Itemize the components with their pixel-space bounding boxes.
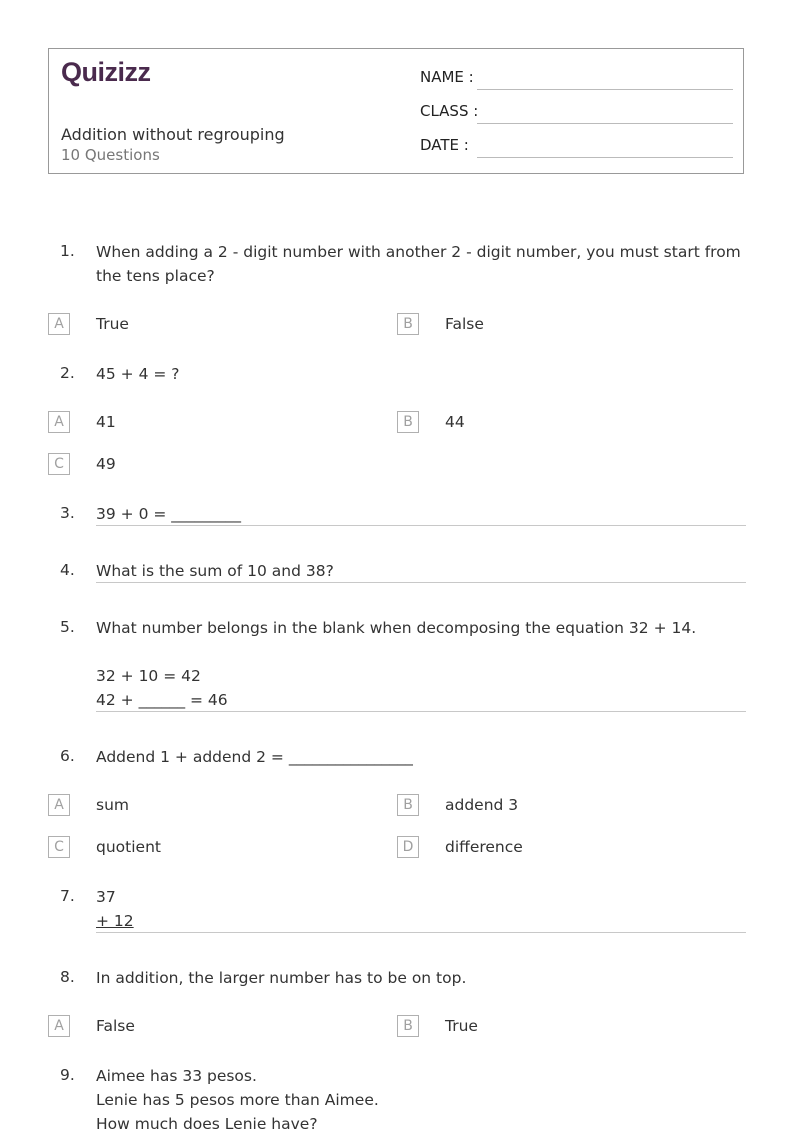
question-number: 4. — [60, 561, 75, 579]
question-text: Addend 1 + addend 2 = ________________ — [96, 748, 413, 766]
worksheet-title: Addition without regrouping — [61, 125, 285, 144]
date-field[interactable] — [477, 157, 733, 158]
question-text: 39 + 0 = _________ — [96, 505, 242, 523]
option-text: quotient — [96, 838, 161, 856]
answer-line[interactable] — [96, 582, 746, 583]
quizizz-logo: Quizizz — [61, 57, 151, 87]
question-line: Lenie has 5 pesos more than Aimee. — [96, 1091, 379, 1109]
date-label: DATE : — [420, 136, 469, 154]
option-text: 44 — [445, 413, 465, 431]
question-number: 5. — [60, 618, 75, 636]
question-line: 37 — [96, 888, 116, 906]
question-number: 3. — [60, 504, 75, 522]
option-text: addend 3 — [445, 796, 519, 814]
option-text: 41 — [96, 413, 116, 431]
option-box-a[interactable]: A — [48, 313, 70, 335]
option-box-a[interactable]: A — [48, 794, 70, 816]
name-field[interactable] — [477, 89, 733, 90]
option-box-b[interactable]: B — [397, 411, 419, 433]
class-field[interactable] — [477, 123, 733, 124]
question-number: 2. — [60, 364, 75, 382]
option-text: True — [445, 1017, 478, 1035]
question-text: 45 + 4 = ? — [96, 365, 180, 383]
option-text: False — [96, 1017, 135, 1035]
answer-line[interactable] — [96, 932, 746, 933]
option-text: difference — [445, 838, 523, 856]
question-number: 1. — [60, 242, 75, 260]
question-text: What is the sum of 10 and 38? — [96, 562, 334, 580]
option-box-c[interactable]: C — [48, 836, 70, 858]
option-box-b[interactable]: B — [397, 794, 419, 816]
question-number: 7. — [60, 887, 75, 905]
question-text: When adding a 2 - digit number with another 2 - digit number, you must start from the tens place? — [96, 243, 741, 285]
question-count: 10 Questions — [61, 146, 160, 164]
answer-line[interactable] — [96, 525, 746, 526]
option-box-b[interactable]: B — [397, 313, 419, 335]
option-box-c[interactable]: C — [48, 453, 70, 475]
option-box-a[interactable]: A — [48, 1015, 70, 1037]
worksheet-header — [48, 48, 744, 174]
option-box-b[interactable]: B — [397, 1015, 419, 1037]
question-line: 32 + 10 = 42 — [96, 667, 201, 685]
question-text: What number belongs in the blank when decomposing the equation 32 + 14. — [96, 619, 697, 637]
class-label: CLASS : — [420, 102, 479, 120]
question-number: 9. — [60, 1066, 75, 1084]
question-line: Aimee has 33 pesos. — [96, 1067, 257, 1085]
option-text: 49 — [96, 455, 116, 473]
question-number: 6. — [60, 747, 75, 765]
option-box-a[interactable]: A — [48, 411, 70, 433]
question-line: + 12 — [96, 912, 134, 930]
question-line: 42 + ______ = 46 — [96, 691, 228, 709]
question-number: 8. — [60, 968, 75, 986]
question-text: In addition, the larger number has to be on top. — [96, 969, 467, 987]
option-text: False — [445, 315, 484, 333]
option-text: True — [96, 315, 129, 333]
option-text: sum — [96, 796, 129, 814]
answer-line[interactable] — [96, 711, 746, 712]
question-line: How much does Lenie have? — [96, 1115, 318, 1133]
option-box-d[interactable]: D — [397, 836, 419, 858]
name-label: NAME : — [420, 68, 474, 86]
